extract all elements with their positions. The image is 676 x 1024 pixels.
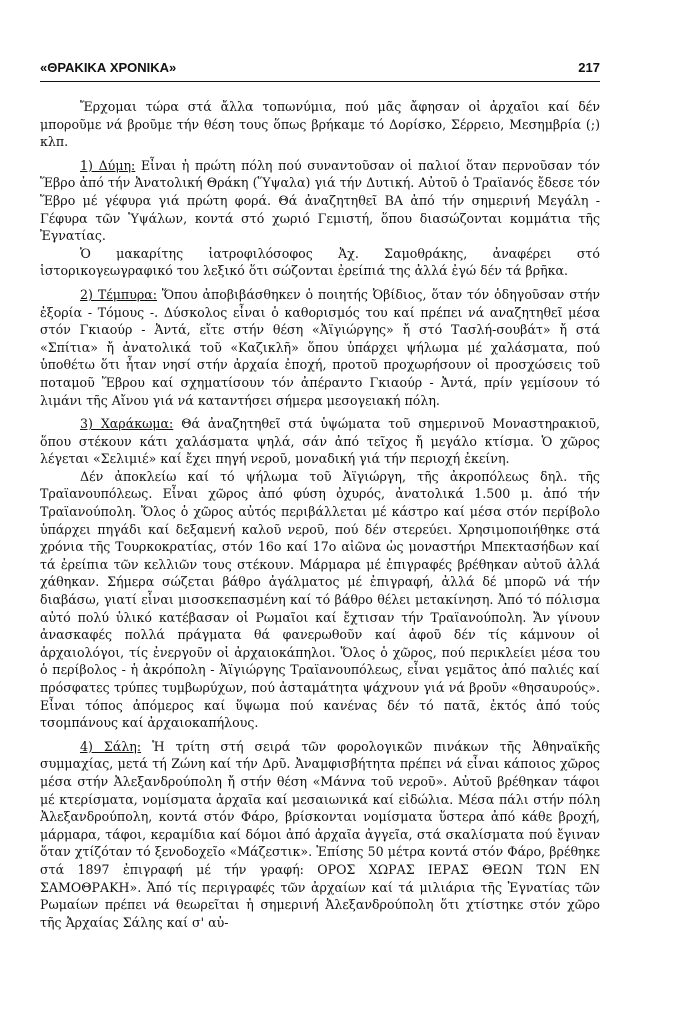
paragraph-aigiorgis	[40, 468, 600, 732]
paragraph-charakoma	[40, 415, 600, 468]
paragraph-text: Ὅπου ἀποβιβάσθηκεν ὁ ποιητής Ὀβίδιος, ὅταν τόν ὁδηγοῦσαν στήν ἐξορία - Τόμους -. Δύσκολος εἶναι ὁ καθορισμός του καί πρέπει νά αναζητηθεῖ μέσα στόν Γκιαούρ - Ἀντά, εἴτε στήν θέση «Ἀϊγιώργης» ἤ στό Τασλή-σουβάτ» ἤ στά «Σπίτια» ἤ ἀνατολικά τοῦ «Καζικλῆ» ὅπου ὑπάρχει ψήλωμα μέ χαλάσματα, πού ὑποθέτω ὅτι ἦταν νησί στήν ἀρχαία ἐποχή, προτοῦ προχωρήσουν οἱ προσχώσεις τοῦ ποταμοῦ Ἕβρου καί σχηματίσουν τόν ἀπέραντο Γκιαούρ - Ἀντά, πρίν γεμίσουν τό λιμάνι τῆς Αἴνου γιά νά καταντήσει σήμερα μεσογειακή πόλη.	[40, 286, 600, 408]
paragraph-text: Δέν ἀποκλείω καί τό ψήλωμα τοῦ Ἀϊγιώργη, τῆς ἀκροπόλεως δηλ. τῆς Τραϊανουπόλεως. Εἶναι χῶρος ἀπό φύση ὀχυρός, ἀνατολικά 1.500 μ. ἀπό τήν Τραϊανούπολη. Ὅλος ὁ χῶρος αὐτός περιβάλλεται μέ κάστρο καί μέσα στόν περίβολο ὑπάρχει πηγάδι καί δεξαμενή καλοῦ νεροῦ, πού δέν στερεύει. Χρησιμοποιήθηκε στά χρόνια τῆς Τουρκοκρατίας, στόν 16ο καί 17ο αἰῶνα ὡς μοναστήρι Μπεκτασήδων καί τά ἐρείπια τῶν κελλιῶν τους στέκουν. Μάρμαρα μέ ἐπιγραφές βρέθηκαν αὐτοῦ ἀλλά χάθηκαν. Σήμερα σώζεται βάθρο ἀγάλματος μέ ἐπιγραφή, ἀλλά δέ μπορῶ νά τήν διαβάσω, γιατί εἶναι μισοσκεπασμένη καί τό βάθρο θέλει μετακίνηση. Ἀπό τό πόλισμα αὐτό πολύ ὑλικό κατέβασαν οἱ Ρωμαῖοι καί ἔχτισαν τήν Τραϊανούπολη. Ἄν γίνουν ἀνασκαφές πολλά πράγματα θά φανερωθοῦν καί ἀφοῦ δέν τίς κάμνουν οἱ ἀρχαιολόγοι, τίς ἐνεργοῦν οἱ ἀρχαιοκάπηλοι. Ὅλος ὁ χῶρος, πού περικλείει μέσα του ὁ περίβολος - ἡ ἀκρόπολη - Ἀϊγιώργης Τραϊανουπόλεως, εἶναι γεμᾶτος ἀπό παλιές καί πρόσφατες τρύπες τυμβωρύχων, πού ἀσταμάτητα ψάχνουν γιά νά βροῦν «θησαυρούς». Εἶναι τόπος ἀπόμερος καί ὕψωμα πού κανένας δέν τό πατᾶ, ἐκτός ἀπό τούς τσομπάνους καί ἀρχαιοκαπήλους.	[40, 468, 600, 731]
section-heading: 4) Σάλη:	[80, 738, 142, 754]
page-number: 217	[578, 60, 600, 75]
paragraph-text: Ὁ μακαρίτης ἰατροφιλόσοφος Ἀχ. Σαμοθράκης, ἀναφέρει στό ἱστορικογεωγραφικό του λεξικό ὅτι σώζονται ἐρείπιά της ἀλλά ἐγώ δέν τά βρῆκα.	[40, 245, 600, 279]
header-rule	[40, 81, 600, 82]
section-heading: 1) Δύμη:	[80, 157, 136, 173]
paragraph-text: Εἶναι ἡ πρώτη πόλη πού συναντοῦσαν οἱ παλιοί ὅταν περνοῦσαν τόν Ἕβρο ἀπό τήν Ἀνατολική Θράκη (Ὕψαλα) γιά τήν Δυτική. Αὐτοῦ ὁ Τραϊανός ἔδεσε τόν Ἕβρο μέ γέφυρα γιά πρώτη φορά. Θά ἀναζητηθεῖ ΒΑ ἀπό τήν σημερινή Μεγάλη - Γέφυρα τῶν Ὑψάλων, κοντά στό χωριό Γεμιστή, ὅπου διασώζονται κομμάτια τῆς Ἐγνατίας.	[40, 157, 600, 244]
paragraph-dymi	[40, 157, 600, 245]
paragraph-sali	[40, 738, 600, 932]
paragraph-text: Θά ἀναζητηθεῖ στά ὑψώματα τοῦ σημερινοῦ Μοναστηρακιοῦ, ὅπου στέκουν κάτι χαλάσματα ψηλά, σάν ἀπό τεῖχος ἤ μεγάλο κτίσμα. Ὁ χῶρος λέγεται «Σελιμιέ» καί ἔχει πηγή νεροῦ, μοναδική γιά τήν περιοχή ἐκείνη.	[40, 416, 600, 467]
section-heading: 3) Χαράκωμα:	[80, 416, 174, 432]
paragraph-text: Ἡ τρίτη στή σειρά τῶν φορολογικῶν πινάκων τῆς Ἀθηναϊκῆς συμμαχίας, μετά τή Ζώνη καί τήν Δρῦ. Ἀναμφισβήτητα πρέπει νά εἶναι κάποιος χῶρος μέσα στήν Ἀλεξανδρούπολη ἤ στήν θέση «Μάννα τοῦ νεροῦ». Αὐτοῦ βρέθηκαν τάφοι μέ κτερίσματα, νομίσματα ἀρχαῖα καί μεσαιωνικά καί εἰδώλια. Μέσα πάλι στήν πόλη Ἀλεξανδρούπολη, κοντά στόν Φάρο, βρίσκονται νομίσματα ὕστερα ἀπό κάθε βροχή, μάρμαρα, τάφοι, κεραμίδια καί δόμοι ἀπό ἀρχαῖα ἀγγεῖα, στά σκαλίσματα πού ἔγιναν ὅταν χτίζόταν τό ξενοδοχεῖο «Μάζεστικ». Ἐπίσης 50 μέτρα κοντά στόν Φάρο, βρέθηκε στά 1897 ἐπιγραφή μέ τήν γραφή: ΟΡΟΣ ΧΩΡΑΣ ΙΕΡΑΣ ΘΕΩΝ ΤΩΝ ΕΝ ΣΑΜΟΘΡΑΚΗ». Ἀπό τίς περιγραφές τῶν ἀρχαίων καί τά μιλιάρια τῆς Ἐγνατίας τῶν Ρωμαίων πρέπει νά θεωρεῖται ἡ σημερινή Ἀλεξανδρούπολη ὅτι χτίστηκε στόν χῶρο τῆς Ἀρχαίας Σάλης καί σ' αὐ-	[40, 738, 600, 930]
running-header	[40, 60, 600, 80]
running-title: «ΘΡΑΚΙΚΑ ΧΡΟΝΙΚΑ»	[40, 60, 177, 75]
paragraph-tempyra	[40, 286, 600, 409]
paragraph-intro	[40, 98, 600, 151]
paragraph-text: Ἔρχομαι τώρα στά ἄλλα τοπωνύμια, πού μᾶς ἄφησαν οἱ ἀρχαῖοι καί δέν μποροῦμε νά βροῦμε τήν θέση τους ὅπως βρήκαμε τό Δορίσκο, Σέρρειο, Μεσημβρία (;) κλπ.	[40, 99, 600, 150]
section-heading: 2) Τέμπυρα:	[80, 286, 158, 302]
page-body	[40, 98, 600, 931]
paragraph-samothrakis	[40, 245, 600, 280]
